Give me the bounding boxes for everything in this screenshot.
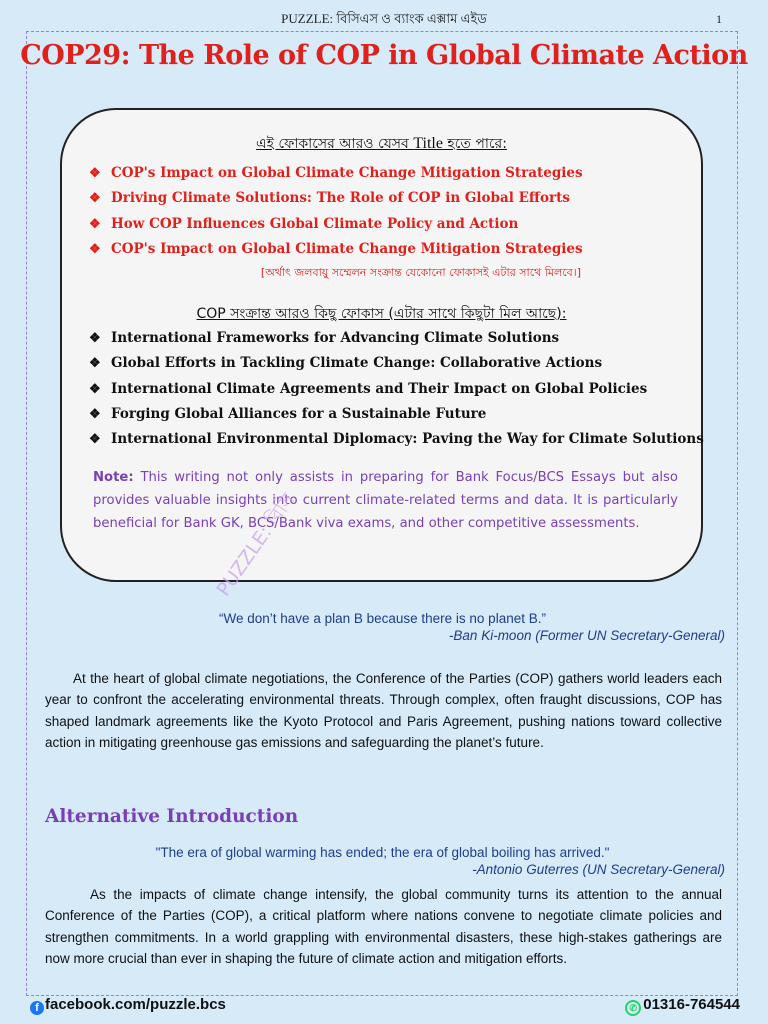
whatsapp-icon: ✆	[625, 1000, 641, 1016]
diamond-bullet-icon: ❖	[89, 381, 101, 397]
heading1-word: Title	[413, 135, 443, 152]
list-item: ❖ Global Efforts in Tackling Climate Change: Collaborative Actions	[89, 351, 704, 376]
heading1-post: হতে পারে:	[442, 136, 507, 152]
note-paragraph	[93, 467, 678, 535]
list-item: ❖ International Environmental Diplomacy: Paving the Way for Climate Solutions	[89, 427, 704, 452]
diamond-bullet-icon: ❖	[89, 166, 101, 181]
facebook-link[interactable]: f facebook.com/puzzle.bcs	[30, 996, 226, 1015]
diamond-bullet-icon: ❖	[89, 356, 101, 372]
heading1-pre: এই ফোকাসের আরও যেসব	[256, 136, 414, 152]
list-item: ❖ How COP Influences Global Climate Policy and Action	[89, 212, 583, 237]
diamond-bullet-icon: ❖	[89, 241, 101, 257]
quote-1	[40, 611, 725, 643]
quote-text: "The era of global warming has ended; the era of global boiling has arrived."	[155, 845, 610, 860]
intro-paragraph: At the heart of global climate negotiations, the Conference of the Parties (COP) gathers world leaders each year to confront the accelerating environmental threats. Through complex, often fraught discussions, COP has shaped landmark agreements like the Kyoto Protocol and Paris Agreement, pushing nations toward collective action in mitigating greenhouse gas emissions and safeguarding the planet’s future.	[45, 671, 722, 750]
facebook-icon: f	[30, 1001, 44, 1015]
alt-titles-heading	[62, 132, 701, 156]
section-heading: Alternative Introduction	[45, 806, 299, 827]
note-label: Note:	[93, 470, 134, 485]
list-item: ❖ International Frameworks for Advancing Climate Solutions	[89, 326, 704, 351]
list-item: ❖ Driving Climate Solutions: The Role of COP in Global Efforts	[89, 186, 583, 211]
list-item: ❖ COP's Impact on Global Climate Change Mitigation Strategies	[89, 161, 583, 186]
quote-text: “We don’t have a plan B because there is no planet B.”	[219, 611, 546, 626]
list-item: ❖ International Climate Agreements and Their Impact on Global Policies	[89, 377, 704, 402]
diamond-bullet-icon: ❖	[89, 406, 101, 422]
note-text: This writing not only assists in preparing for Bank Focus/BCS Essays but also provides valuable insights into current climate-related terms and data. It is particularly beneficial for Bank GK, BCS/Bank viva exams, and other competitive assessments.	[93, 470, 678, 531]
page-number: 1	[716, 12, 722, 26]
page-title: COP29: The Role of COP in Global Climate Action	[20, 40, 748, 71]
list-item: ❖ COP's Impact on Global Climate Change Mitigation Strategies	[89, 237, 583, 262]
titles-note: [অর্থাৎ জলবায়ু সম্মেলন সংক্রান্ত যেকোনো ফোকাসই এটার সাথে মিলবে।]	[260, 266, 581, 279]
list-item: ❖ Forging Global Alliances for a Sustainable Future	[89, 402, 704, 427]
diamond-bullet-icon: ❖	[89, 331, 101, 346]
focus-box	[60, 108, 703, 582]
related-focus-list	[89, 326, 704, 452]
quote-author: -Antonio Guterres (UN Secretary-General)	[472, 862, 725, 877]
phone-number[interactable]: ✆ 01316-764544	[625, 996, 740, 1016]
alt-titles-list	[89, 161, 583, 262]
diamond-bullet-icon: ❖	[89, 432, 101, 448]
diamond-bullet-icon: ❖	[89, 216, 101, 232]
diamond-bullet-icon: ❖	[89, 191, 101, 207]
running-header: PUZZLE: বিসিএস ও ব্যাংক এক্সাম এইড	[281, 11, 487, 26]
related-focus-heading: COP সংক্রান্ত আরও কিছু ফোকাস (এটার সাথে কিছুটা মিল আছে):	[196, 306, 567, 322]
quote-author: -Ban Ki-moon (Former UN Secretary-General)	[448, 628, 725, 643]
quote-2	[40, 845, 725, 877]
watermark: PUZZLE: বিসি	[212, 489, 300, 601]
alt-intro-paragraph: As the impacts of climate change intensify, the global community turns its attention to the annual Conference of the Parties (COP), a critical platform where nations convene to negotiate climate policies and strengthen commitments. In a world grappling with environmental disasters, these high-stakes gatherings are now more crucial than ever in shaping the future of climate action and mitigation efforts.	[45, 887, 722, 966]
